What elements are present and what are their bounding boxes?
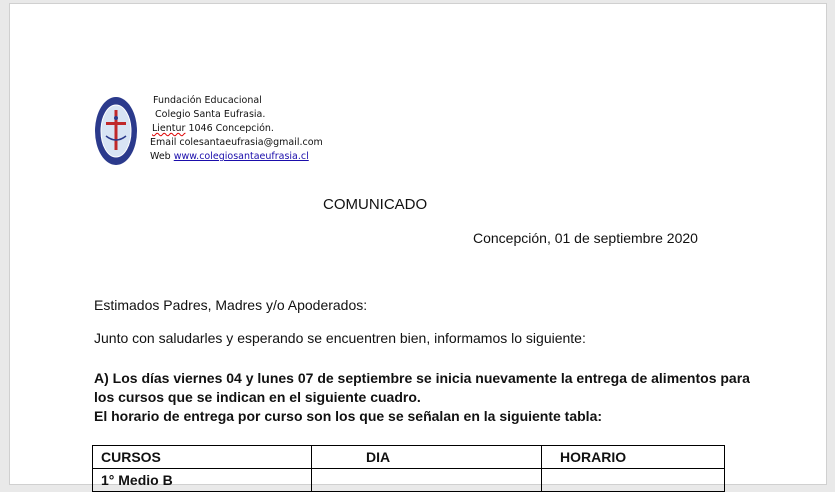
document-page xyxy=(10,4,826,488)
cell-curso: 1° Medio B xyxy=(93,469,312,492)
cell-horario xyxy=(542,469,725,492)
section-a-line-1: A) Los días viernes 04 y lunes 07 de septiembre se inicia nuevamente la entrega de alimentos para xyxy=(94,370,750,386)
schedule-table xyxy=(92,445,725,492)
foundation-name: Fundación Educacional xyxy=(153,95,262,106)
table-header-row xyxy=(93,446,725,469)
letterhead xyxy=(150,94,323,164)
intro-paragraph: Junto con saludarles y esperando se encuentren bien, informamos lo siguiente: xyxy=(94,330,586,346)
header-cursos: CURSOS xyxy=(93,446,312,469)
school-crest-logo xyxy=(94,96,138,166)
school-address: Lientur 1046 Concepción. xyxy=(152,123,274,134)
greeting: Estimados Padres, Madres y/o Apoderados: xyxy=(94,297,368,313)
header-dia: DIA xyxy=(312,446,542,469)
document-title: COMUNICADO xyxy=(323,196,428,213)
school-web: Web www.colegiosantaeufrasia.cl xyxy=(150,151,309,162)
website-link[interactable]: www.colegiosantaeufrasia.cl xyxy=(173,151,309,162)
cell-dia xyxy=(312,469,542,492)
section-a-line-2: los cursos que se indican en el siguiente cuadro. xyxy=(94,389,421,405)
school-email: Email colesantaeufrasia@gmail.com xyxy=(150,137,323,148)
header-horario: HORARIO xyxy=(542,446,725,469)
section-a-line-3: El horario de entrega por curso son los que se señalan en la siguiente tabla: xyxy=(94,408,603,424)
document-date: Concepción, 01 de septiembre 2020 xyxy=(473,230,698,246)
table-row xyxy=(93,469,725,492)
school-name: Colegio Santa Eufrasia. xyxy=(155,109,266,120)
